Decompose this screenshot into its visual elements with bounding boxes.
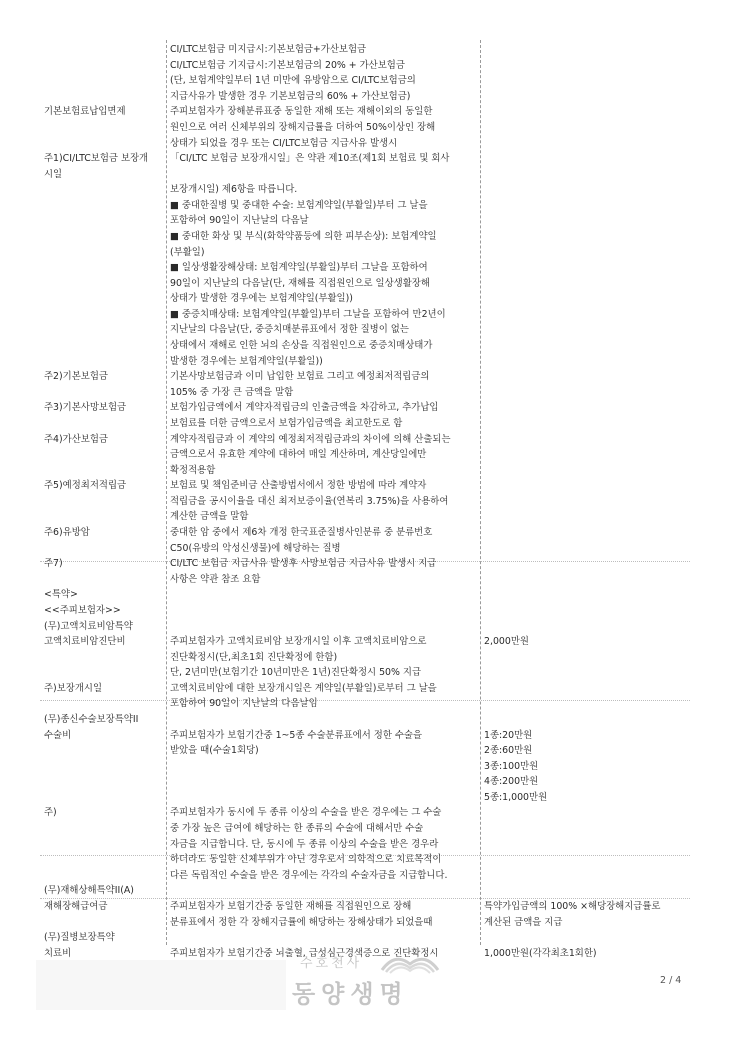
row-description: 보험료 및 책임준비금 산출방법서에서 정한 방법에 따라 계약자 <box>170 480 427 492</box>
row-description: 「CI/LTC 보험금 보장개시일」은 약관 제10조(제1회 보험료 및 회사 <box>170 153 450 165</box>
row-description: 상태가 발생한 경우에는 보험계약일(부활일)) <box>170 293 353 305</box>
row-description: 발생한 경우에는 보험계약일(부활일)) <box>170 355 323 367</box>
row-description: 기본사망보험금과 이미 납입한 보험료 그리고 예정최저적립금의 <box>170 371 430 383</box>
row-amount: 4종:200만원 <box>484 776 539 788</box>
row-label: 수술비 <box>44 729 72 741</box>
row-description: CI/LTC보험금 기지급시:기본보험금의 20% + 가산보험금 <box>170 59 405 71</box>
page-number: 2 / 4 <box>660 975 682 986</box>
row-description: 지급사유가 발생한 경우 기본보험금의 60% + 가산보험금) <box>170 90 411 102</box>
row-description: 주피보험자가 보험기간중 1~5종 수술분류표에서 정한 수술을 <box>170 729 423 741</box>
row-label: (무)종신수술보장특약II <box>44 713 139 725</box>
row-description: 주피보험자가 보험기간중 뇌출혈, 급성심근경색증으로 진단확정시 <box>170 947 439 959</box>
row-description: 분류표에서 정한 각 장해지급률에 해당하는 장해상태가 되었을때 <box>170 916 433 928</box>
row-description: 고액치료비암에 대한 보장개시일은 계약일(부활일)로부터 그 날을 <box>170 682 437 694</box>
row-label: 고액치료비암진단비 <box>44 636 126 647</box>
row-description: CI/LTC 보험금 지급사유 발생후 사망보험금 지급사유 발생시 지급 <box>170 558 437 570</box>
row-label: <특약> <box>44 589 78 601</box>
row-description: 단, 2년미만(보험기간 10년미만은 1년)진단확정시 50% 지급 <box>170 667 422 679</box>
row-description: 주피보험자가 고액치료비암 보장개시일 이후 고액치료비암으로 <box>170 636 427 647</box>
row-description: 포함하여 90일이 지난날의 다음날임 <box>170 698 318 710</box>
row-label: 주2)기본보험금 <box>44 371 108 383</box>
row-label: (무)재해상해특약II(A) <box>44 885 134 897</box>
footer-blurred-area <box>36 960 286 1010</box>
row-label: 치료비 <box>44 947 72 959</box>
row-label: 주1)CI/LTC보험금 보장개 <box>44 153 149 165</box>
row-description: 적립금을 공시이율을 대신 최저보증이율(연복리 3.75%)을 사용하여 <box>170 495 449 507</box>
row-amount: 2종:60만원 <box>484 745 533 757</box>
logo-slogan: 수호천사 <box>300 956 363 971</box>
row-description: 계산한 금액을 말함 <box>170 511 249 523</box>
row-label: 기본보험료납입면제 <box>44 106 126 118</box>
row-description: ■ 중증치매상태: 보험계약일(부활일)부터 그날을 포함하여 만2년이 <box>170 308 446 320</box>
row-description: 사항은 약관 참조 요함 <box>170 573 261 585</box>
row-description: 중대한 암 중에서 제6차 개정 한국표준질병사인분류 중 분류번호 <box>170 527 433 538</box>
row-label: <<주피보험자>> <box>44 604 121 616</box>
row-label: 주7) <box>44 558 63 570</box>
row-description: 확정적용함 <box>170 464 216 476</box>
row-description: 다른 독립적인 수술을 받은 경우에는 각각의 수술자금을 지급합니다. <box>170 869 448 881</box>
row-label: 주6)유방암 <box>44 527 90 538</box>
row-description: 하더라도 동일한 신체부위가 아닌 경우로서 의학적으로 치료목적이 <box>170 854 442 866</box>
row-amount: 1종:20만원 <box>484 729 533 741</box>
row-description: 90일이 지난날의 다음날(단, 재해를 직접원인으로 일상생활장해 <box>170 277 430 289</box>
row-description: 받았을 때(수술1회당) <box>170 745 259 757</box>
row-amount: 3종:100만원 <box>484 760 539 772</box>
row-description: 진단확정시(단,최초1회 진단확정에 한함) <box>170 651 338 663</box>
row-label: 주)보장개시일 <box>44 682 102 694</box>
row-description: 계약자적립금과 이 계약의 예정최저적립금과의 차이에 의해 산출되는 <box>170 433 451 445</box>
row-description: CI/LTC보험금 미지급시:기본보험금+가산보험금 <box>170 44 367 55</box>
row-label: (무)질병보장특약 <box>44 932 115 944</box>
row-description: (부활일) <box>170 246 205 258</box>
row-description: ■ 일상생활장해상태: 보험계약일(부활일)부터 그날을 포함하여 <box>170 262 428 274</box>
row-description: (단, 보험계약일부터 1년 미만에 유방암으로 CI/LTC보험금의 <box>170 75 416 87</box>
row-label: 재해장해급여금 <box>44 900 108 912</box>
column-divider-right <box>480 40 481 945</box>
company-logo <box>290 950 450 1010</box>
row-description: 포함하여 90일이 지난날의 다음날 <box>170 215 309 227</box>
row-description: 주피보험자가 보험기간중 동일한 재해를 직접원인으로 장해 <box>170 900 412 912</box>
row-amount: 5종:1,000만원 <box>484 791 548 803</box>
row-amount: 특약가입금액의 100% ×해당장해지급률로 <box>484 900 661 912</box>
row-description: 자금을 지급합니다. 단, 동시에 두 종류 이상의 수술을 받은 경우라 <box>170 838 439 850</box>
logo-company-name: 동양생명 <box>292 980 409 1008</box>
row-label: 주3)기본사망보험금 <box>44 402 127 414</box>
row-description: ■ 중대한 화상 및 부식(화학약품등에 의한 피부손상): 보험계약일 <box>170 231 437 242</box>
row-amount: 2,000만원 <box>484 636 529 647</box>
row-description: 보험료를 더한 금액으로서 보험가입금액을 최고한도로 함 <box>170 417 403 429</box>
column-divider-left <box>166 40 167 945</box>
row-description: 중 가장 높은 급여에 해당하는 한 종류의 수술에 대해서만 수술 <box>170 823 424 834</box>
row-label: (무)고액치료비암특약 <box>44 620 133 632</box>
row-description: 주피보험자가 동시에 두 종류 이상의 수술을 받은 경우에는 그 수술 <box>170 807 442 819</box>
row-description: 원인으로 여러 신체부위의 장해지급률을 더하여 50%이상인 장해 <box>170 121 436 133</box>
row-description: 주피보험자가 장해분류표중 동일한 재해 또는 재해이외의 동일한 <box>170 106 433 118</box>
row-description: 보장개시일) 제6항을 따릅니다. <box>170 184 298 196</box>
row-amount: 계산된 금액을 지급 <box>484 916 563 928</box>
row-label: 주5)예정최저적립금 <box>44 480 127 492</box>
row-label: 시일 <box>44 168 63 180</box>
row-amount: 1,000만원(각각최초1회한) <box>484 947 597 959</box>
logo-waves-icon <box>380 950 440 974</box>
row-description: 상태가 되었을 경우 또는 CI/LTC보험금 지급사유 발생시 <box>170 137 398 149</box>
row-label: 주4)가산보험금 <box>44 433 108 445</box>
row-description: 지난날의 다음날(단, 중증치매분류표에서 정한 질병이 없는 <box>170 324 409 336</box>
row-description: 105% 중 가장 큰 금액을 말함 <box>170 386 294 398</box>
row-description: 금액으로서 유효한 계약에 대하여 매일 계산하며, 계산당일에만 <box>170 449 427 461</box>
row-description: ■ 중대한질병 및 중대한 수술: 보험계약일(부활일)부터 그 날을 <box>170 199 428 211</box>
row-label: 주) <box>44 807 57 819</box>
row-description: 보험가입금액에서 계약자적립금의 인출금액을 차감하고, 추가납입 <box>170 402 439 414</box>
row-description: 상태에서 재해로 인한 뇌의 손상을 직접원인으로 중증치매상태가 <box>170 340 433 351</box>
row-description: C50(유방의 악성신생물)에 해당하는 질병 <box>170 542 341 554</box>
